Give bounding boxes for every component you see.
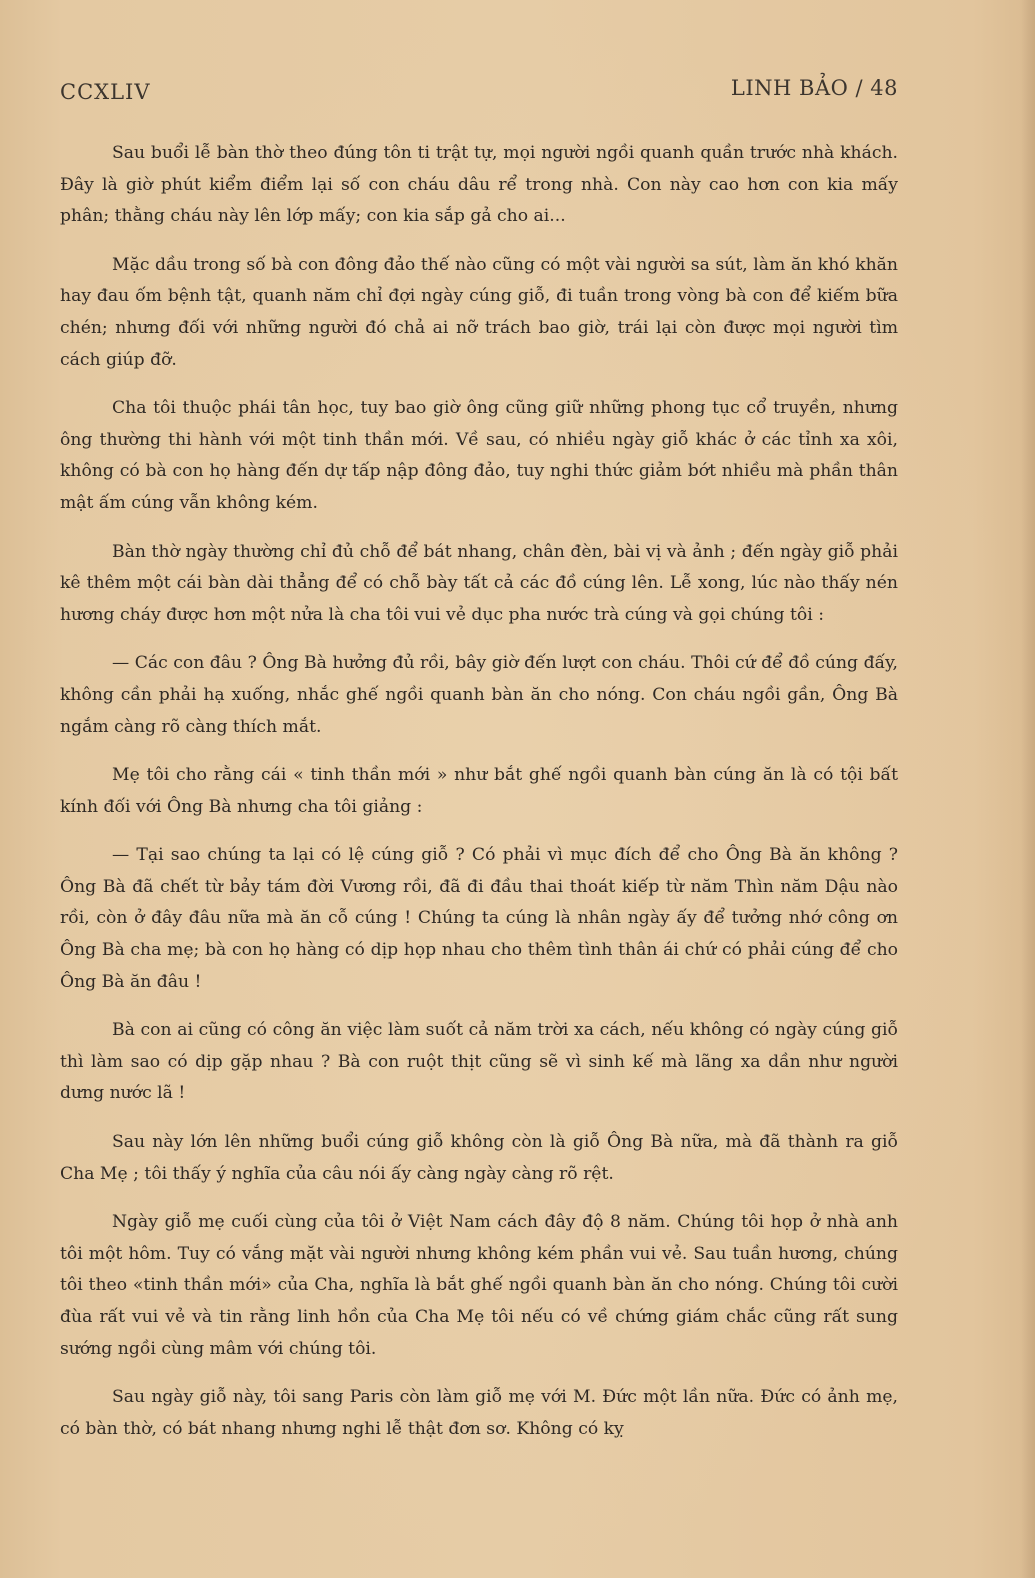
paragraph: Mẹ tôi cho rằng cái « tinh thần mới » như bắt ghế ngồi quanh bàn cúng ăn là có tội bất kính đối với Ông Bà nhưng cha tôi giảng : [60,765,898,817]
paragraph: Mặc dầu trong số bà con đông đảo thế nào cũng có một vài người sa sút, làm ăn khó khăn hay đau ốm bệnh tật, quanh năm chỉ đợi ngày cúng giỗ, đi tuần trong vòng bà con để kiếm bữa chén; nhưng đối với những người đó chả ai nỡ trách bao giờ, trái lại còn được mọi người tìm cách giúp đỡ. [60,254,898,370]
paragraph: Bàn thờ ngày thường chỉ đủ chỗ để bát nhang, chân đèn, bài vị và ảnh ; đến ngày giỗ phải kê thêm một cái bàn dài thẳng để có chỗ bày tất cả các đồ cúng lên. Lễ xong, lúc nào thấy nén hương cháy được hơn một nửa là cha tôi vui vẻ dục pha nước trà cúng và gọi chúng tôi : [60,541,898,625]
page-header [60,74,898,106]
dialogue-paragraph: — Các con đâu ? Ông Bà hưởng đủ rồi, bây giờ đến lượt con cháu. Thôi cứ để đồ cúng đấy, không cần phải hạ xuống, nhắc ghế ngồi quanh bàn ăn cho nóng. Con cháu ngồi gần, Ông Bà ngắm càng rõ càng thích mắt. [60,653,898,737]
paragraph: Sau này lớn lên những buổi cúng giỗ không còn là giỗ Ông Bà nữa, mà đã thành ra giỗ Cha Mẹ ; tôi thấy ý nghĩa của câu nói ấy càng ngày càng rõ rệt. [60,1132,898,1184]
paragraph: Cha tôi thuộc phái tân học, tuy bao giờ ông cũng giữ những phong tục cổ truyền, nhưng ông thường thi hành với một tinh thần mới. Về sau, có nhiều ngày giỗ khác ở các tỉnh xa xôi, không có bà con họ hàng đến dự tấp nập đông đảo, tuy nghi thức giảm bớt nhiều mà phần thân mật ấm cúng vẫn không kém. [60,398,898,513]
paragraph: Ngày giỗ mẹ cuối cùng của tôi ở Việt Nam cách đây độ 8 năm. Chúng tôi họp ở nhà anh tôi một hôm. Tuy có vắng mặt vài người nhưng không kém phần vui vẻ. Sau tuần hương, chúng tôi theo «tinh thần mới» của Cha, nghĩa là bắt ghế ngồi quanh bàn ăn cho nóng. Chúng tôi cười đùa rất vui vẻ và tin rằng linh hồn của Cha Mẹ tôi nếu có về chứng giám chắc cũng rất sung sướng ngồi cùng mâm với chúng tôi. [60,1212,898,1359]
page-edge-shadow [1021,0,1035,1578]
running-title: LINH BẢO / 48 [730,76,898,100]
section-numeral: CCXLIV [60,80,151,104]
paragraph: Bà con ai cũng có công ăn việc làm suốt cả năm trời xa cách, nếu không có ngày cúng giỗ thì làm sao có dịp gặp nhau ? Bà con ruột thịt cũng sẽ vì sinh kế mà lãng xa dần như người dưng nước lã ! [60,1020,898,1104]
dialogue-paragraph: — Tại sao chúng ta lại có lệ cúng giỗ ? Có phải vì mục đích để cho Ông Bà ăn không ? Ông Bà đã chết từ bảy tám đời Vương rồi, đã đi đầu thai thoát kiếp từ năm Thìn năm Dậu nào rồi, còn ở đây đâu nữa mà ăn cỗ cúng ! Chúng ta cúng là nhân ngày ấy để tưởng nhớ công ơn Ông Bà cha mẹ; bà con họ hàng có dịp họp nhau cho thêm tình thân ái chứ có phải cúng để cho Ông Bà ăn đâu ! [60,845,898,992]
paragraph: Sau buổi lễ bàn thờ theo đúng tôn ti trật tự, mọi người ngồi quanh quần trước nhà khách. Đây là giờ phút kiểm điểm lại số con cháu dâu rể trong nhà. Con này cao hơn con kia mấy phân; thằng cháu này lên lớp mấy; con kia sắp gả cho ai... [60,143,898,227]
body-text [60,138,898,1462]
paragraph: Sau ngày giỗ này, tôi sang Paris còn làm giỗ mẹ với M. Đức một lần nữa. Đức có ảnh mẹ, có bàn thờ, có bát nhang nhưng nghi lễ thật đơn sơ. Không có kỵ [60,1387,898,1439]
